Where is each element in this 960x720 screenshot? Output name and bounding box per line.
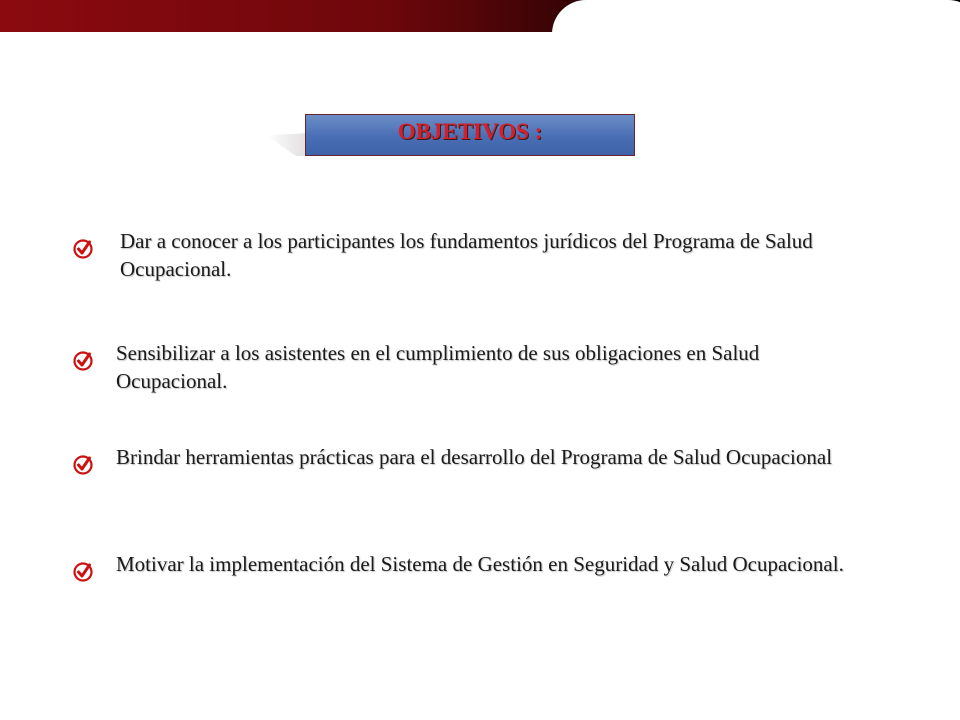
objective-text: Dar a conocer a los participantes los fundamentos jurídicos del Programa de Salud Ocupacional. — [120, 229, 813, 281]
header-tab-shape — [552, 0, 960, 60]
objective-item — [72, 550, 872, 610]
objective-item — [72, 227, 872, 287]
title-box — [305, 114, 635, 156]
objective-item — [72, 443, 872, 503]
objective-text: Sensibilizar a los asistentes en el cumplimiento de sus obligaciones en Salud Ocupacional. — [116, 341, 760, 393]
objective-text: Brindar herramientas prácticas para el desarrollo del Programa de Salud Ocupacional — [116, 445, 833, 469]
objective-item — [72, 339, 872, 399]
check-icon — [72, 453, 94, 475]
check-icon — [72, 349, 94, 371]
check-icon — [72, 237, 94, 259]
slide-title: OBJETIVOS : — [397, 119, 543, 144]
objective-text: Motivar la implementación del Sistema de Gestión en Seguridad y Salud Ocupacional. — [116, 552, 844, 576]
check-icon — [72, 560, 94, 582]
